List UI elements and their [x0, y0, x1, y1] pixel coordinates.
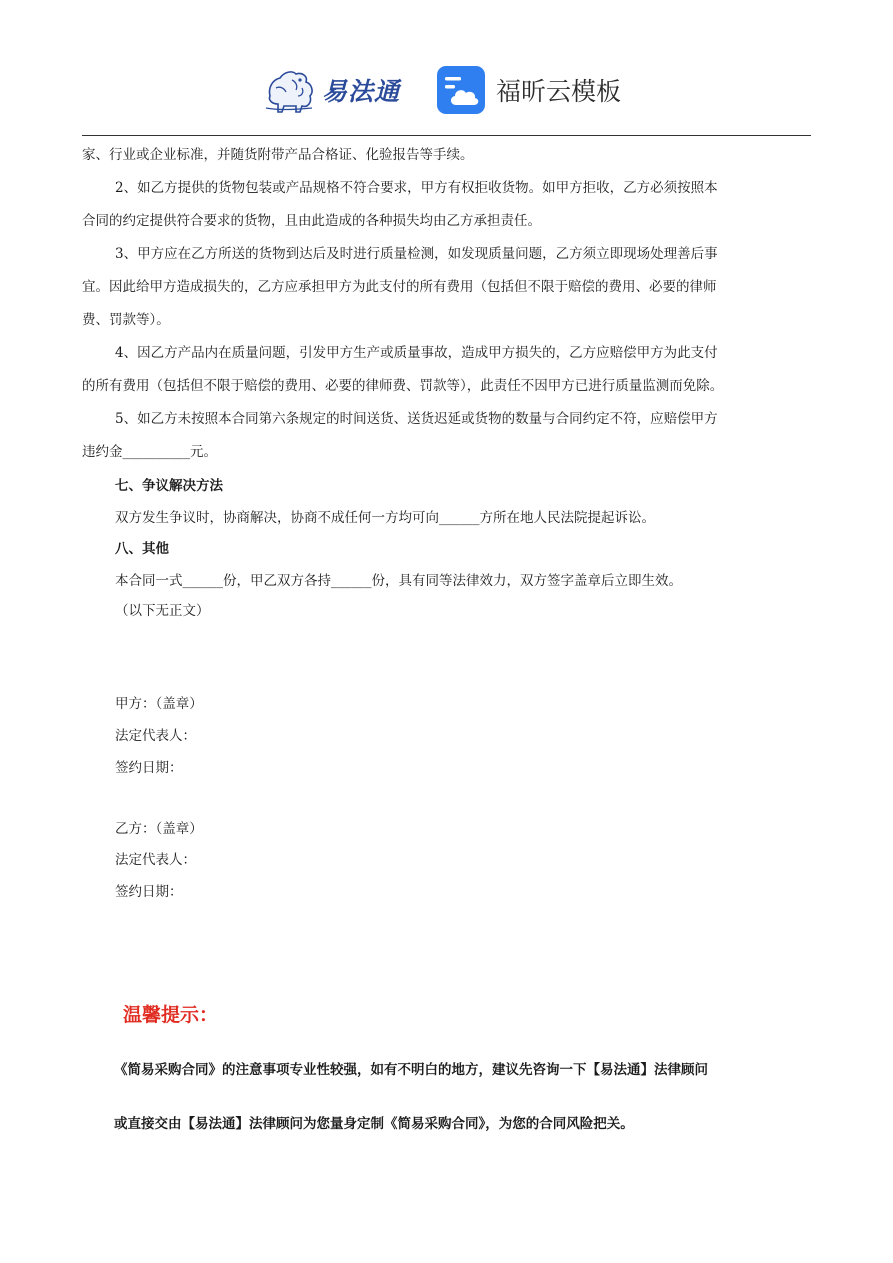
- party-b-seal: 乙方：（盖章）: [115, 821, 203, 837]
- clause-5-cont: 违约金__________元。: [82, 444, 217, 460]
- section-7-text: 双方发生争议时，协商解决，协商不成任何一方均可向______方所在地人民法院提起诉讼。: [115, 510, 655, 526]
- clause-2-line: 2、如乙方提供的货物包装或产品规格不符合要求，甲方有权拒收货物。如甲方拒收，乙方必须按照本: [115, 180, 718, 196]
- page-header: [0, 58, 893, 124]
- yifatong-logo-text: 易法通: [322, 77, 401, 106]
- body-line: 家、行业或企业标准，并随货附带产品合格证、化验报告等手续。: [82, 147, 474, 163]
- clause-4-cont: 的所有费用（包括但不限于赔偿的费用、必要的律师费、罚款等），此责任不因甲方已进行质量监测而免除。: [82, 378, 724, 394]
- end-of-text-note: （以下无正文）: [115, 603, 210, 619]
- party-a-sign-date: 签约日期：: [115, 760, 183, 776]
- party-a-legal-rep: 法定代表人：: [115, 728, 196, 744]
- clause-5-line: 5、如乙方未按照本合同第六条规定的时间送货、送货迟延或货物的数量与合同约定不符，应赔偿甲方: [115, 411, 718, 427]
- warm-tip-line-2: 或直接交由【易法通】法律顾问为您量身定制《简易采购合同》，为您的合同风险把关。: [114, 1116, 634, 1132]
- section-7-heading: 七、争议解决方法: [115, 478, 223, 494]
- foxit-cloud-logo-text: 福昕云模板: [496, 77, 622, 106]
- qilin-icon: [262, 66, 320, 114]
- yifatong-logo: [262, 64, 414, 116]
- clause-2-cont: 合同的约定提供符合要求的货物，且由此造成的各种损失均由乙方承担责任。: [82, 213, 541, 229]
- foxit-cloud-icon: [436, 65, 486, 115]
- clause-3-cont: 宜。因此给甲方造成损失的，乙方应承担甲方为此支付的所有费用（包括但不限于赔偿的费用、必要的律师: [82, 279, 717, 295]
- section-8-text: 本合同一式______份，甲乙双方各持______份，具有同等法律效力，双方签字盖章后立即生效。: [115, 573, 682, 589]
- section-8-heading: 八、其他: [115, 541, 169, 557]
- warm-tip-title: 温馨提示：: [123, 1004, 219, 1026]
- foxit-cloud-template-logo: [436, 64, 621, 116]
- party-b-sign-date: 签约日期：: [115, 884, 183, 900]
- party-b-legal-rep: 法定代表人：: [115, 852, 196, 868]
- warm-tip-line-1: 《简易采购合同》的注意事项专业性较强，如有不明白的地方，建议先咨询一下【易法通】法律顾问: [114, 1062, 708, 1078]
- clause-3-cont-2: 费、罚款等）。: [82, 312, 170, 328]
- clause-4-line: 4、因乙方产品内在质量问题，引发甲方生产或质量事故，造成甲方损失的，乙方应赔偿甲方为此支付: [115, 345, 718, 361]
- party-a-seal: 甲方：（盖章）: [115, 696, 203, 712]
- header-divider: [82, 135, 811, 136]
- clause-3-line: 3、甲方应在乙方所送的货物到达后及时进行质量检测，如发现质量问题，乙方须立即现场处理善后事: [115, 246, 718, 262]
